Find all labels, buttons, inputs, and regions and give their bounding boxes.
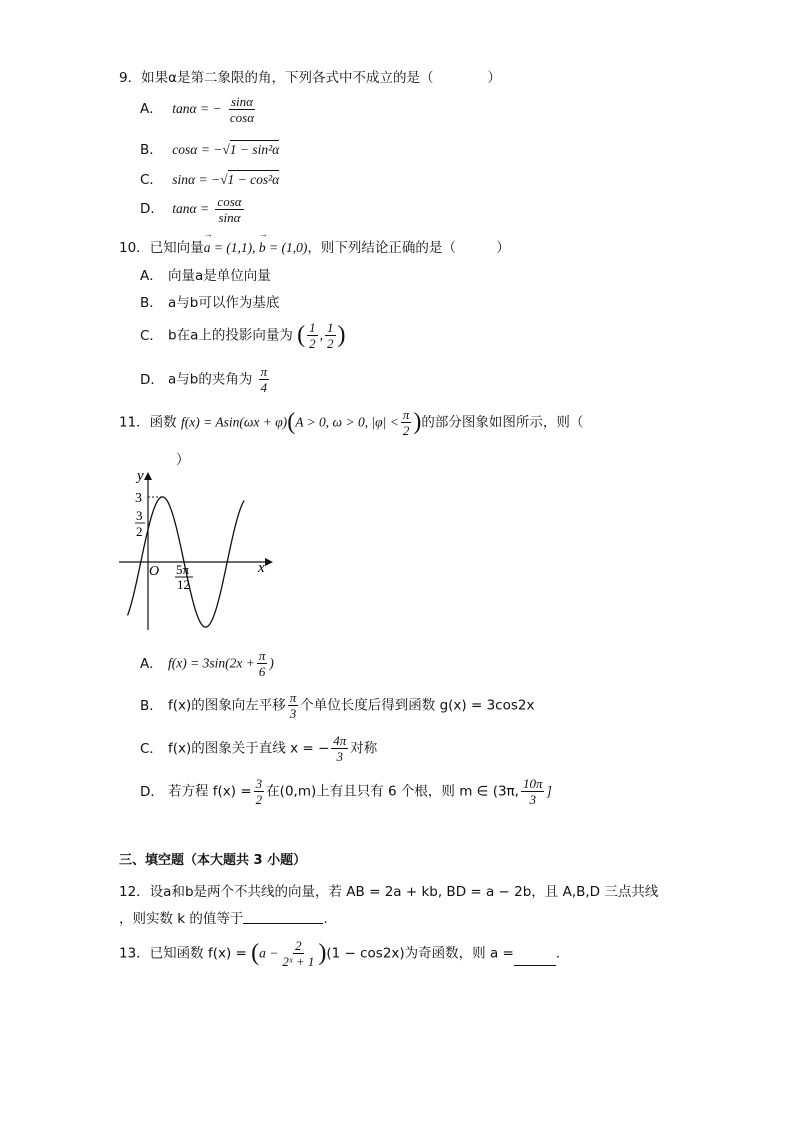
q13-answer-blank[interactable] [514,965,556,966]
y-axis-label: y [137,468,144,484]
q9-option-a: A． tanα = − $\frac{\sin\alpha}{\cos\alpha}$ [140,94,255,125]
q11-stem-continued: ） [176,452,190,468]
q12-line-1: 12．设a和b是两个不共线的向量，若 AB = 2a + kb, BD = a − 2b，且 A,B,D 三点共线 [119,884,659,900]
sine-graph [115,468,280,638]
q9-d-fraction: $\frac{\cos\alpha}{\sin\alpha}$ [217,194,242,225]
origin-label: O [149,564,160,579]
q9-option-b: B． cosα = −√1 − sin²α [140,142,280,158]
q13-line: 13．已知函数 f(x) = (a − $\frac{2}{\text{2ˣ + 1}}$ )(1 − cos2x)为奇函数，则 a = . [119,938,561,969]
q11-option-c: C． f(x)的图象关于直线 x = − $\frac{4\pi}{3}$ 对称 [140,733,378,764]
tick-x-den: 12 [177,577,190,592]
tick-3-2-num: 3 [136,508,143,523]
x-axis-label: x [258,560,265,576]
q10-option-a: A． 向量a是单位向量 [140,268,271,284]
q10-option-d: D． a与b的夹角为 $\frac{\pi}{4}$ [140,364,268,395]
y-axis-arrow [144,472,152,480]
q9-option-c: C． sinα = −√1 − cos²α [140,172,280,188]
q11-stem: 11．函数 f(x) = Asin(ωx + φ)(A > 0, ω > 0, |φ| < $\frac{\pi}{2}$ )的部分图象如图所示，则（ [119,407,584,438]
section-3-title: 三、填空题（本大题共 3 小题） [119,853,307,868]
q12-answer-blank[interactable] [243,923,323,924]
q9-stem: 9．如果α是第二象限的角，下列各式中不成立的是（ ） [119,70,501,86]
q12-line-2: ，则实数 k 的值等于 . [119,911,328,927]
q11-option-a: A． f(x) = 3sin(2x + $\frac{\pi}{6}$ ) [140,648,274,679]
q10-stem: 10．已知向量→ a = (1,1), → b = (1,0)，则下列结论正确的是（ ） [119,236,510,256]
q9-a-fraction: $\frac{\sin\alpha}{\cos\alpha}$ [229,94,255,125]
q9-option-d: D． tanα = $\frac{\cos\alpha}{\sin\alpha}$ [140,194,242,225]
q11-option-d: D． 若方程 f(x) = $\frac{3}{2}$ 在(0,m)上有且只有 6 个根，则 m ∈ (3π, $\frac{10\pi}{3}$ ] [140,776,552,807]
tick-3: 3 [135,491,142,506]
q10-option-c: C． b在a上的投影向量为 ( $\frac{1}{2}$ , $\frac{1}{2}$ ) [140,320,346,351]
q10-option-b: B． a与b可以作为基底 [140,295,280,311]
tick-3-2-den: 2 [136,524,143,539]
x-axis-arrow [265,558,273,566]
q11-option-b: B． f(x)的图象向左平移 $\frac{\pi}{3}$ 个单位长度后得到函数 g(x) = 3cos2x [140,690,535,721]
tick-x-num: 5π [176,562,190,577]
